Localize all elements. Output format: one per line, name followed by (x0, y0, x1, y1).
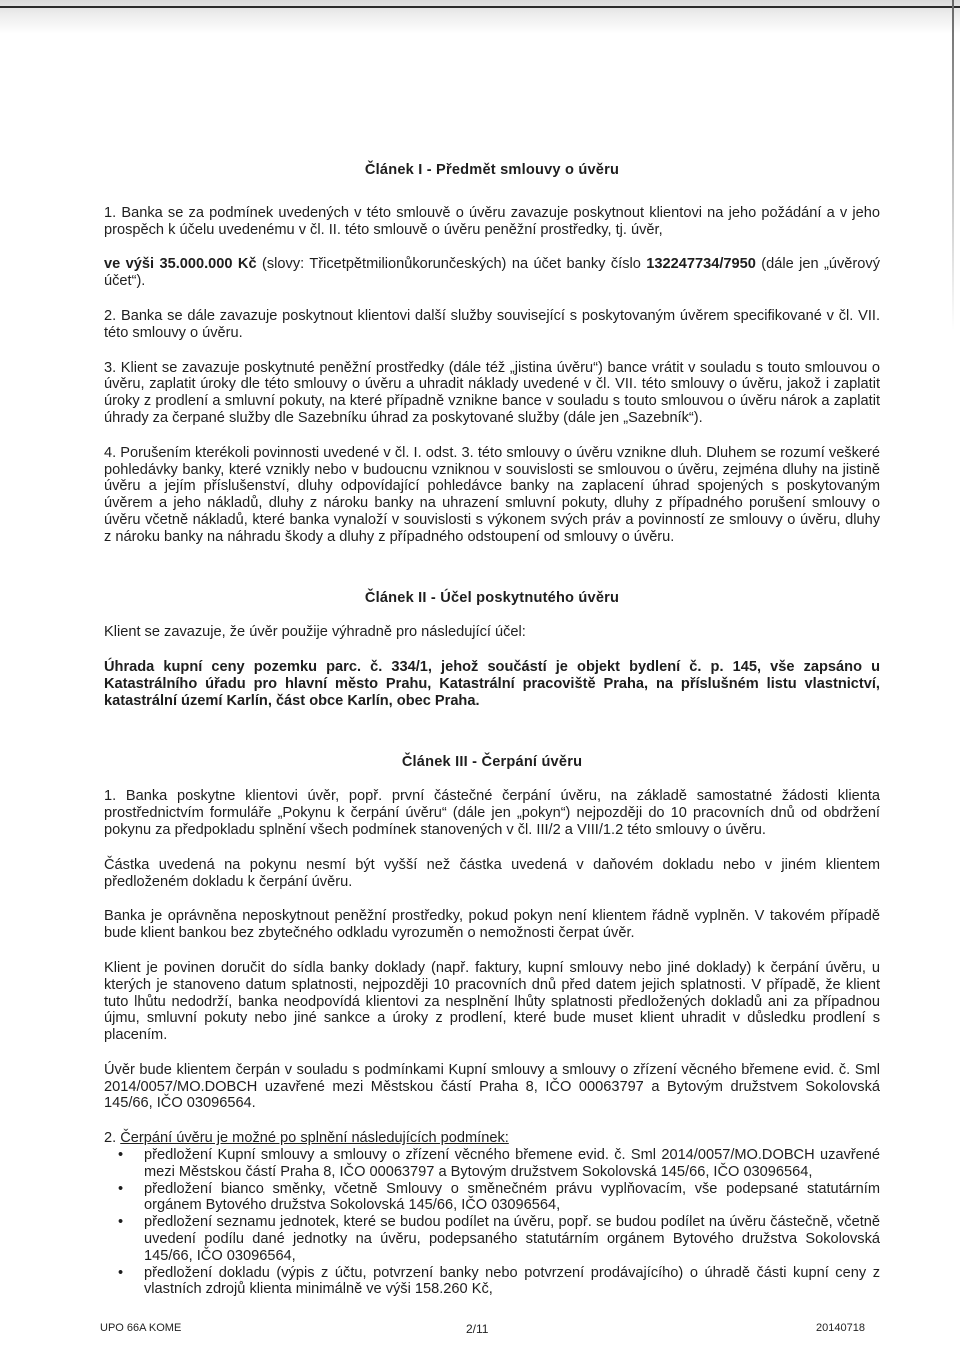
article-3-conditions-heading (104, 1130, 880, 1147)
article-1-heading: Článek I - Předmět smlouvy o úvěru (364, 162, 620, 178)
article-3-paragraph-2: Částka uvedená na pokynu nesmí být vyšší než částka uvedená v daňovém dokladu nebo v jiném klientem předloženém dokladu k čerpání úvěru. (104, 856, 880, 890)
article-1-paragraph-3: 2. Banka se dále zavazuje poskytnout klientovi další služby související s poskytovaným úvěrem specifikované v čl. VII. této smlouvy o úvěru. (104, 307, 880, 341)
conditions-list (104, 1147, 880, 1298)
article-3-paragraph-3: Banka je oprávněna neposkytnout peněžní prostředky, pokud pokyn není klientem řádně vyplněn. V takovém případě bude klient bankou bez zbytečného odkladu vyrozuměn o nemožnosti čerpat úvěr. (104, 908, 880, 942)
account-number: 132247734/7950 (646, 256, 756, 273)
loan-amount: ve výši 35.000.000 Kč (104, 256, 257, 273)
list-item: • předložení Kupní smlouvy a smlouvy o zřízení věcného břemene evid. č. Sml 2014/0057/MO.DOBCH uzavřené mezi Městskou částí Praha 8, IČO 00063797 a Bytovým družstvem Sokolovská 145/66, IČO 03096564, (144, 1147, 880, 1181)
footer-page-number: 2/11 (466, 1322, 489, 1336)
footer-date-code: 20140718 (816, 1322, 865, 1334)
article-1-paragraph-2 (104, 256, 880, 290)
article-1-paragraph-5: 4. Porušením kterékoli povinnosti uvedené v čl. I. odst. 3. této smlouvy o úvěru vznikne dluh. Dluhem se rozumí veškeré pohledávky banky, které vznikly nebo v budoucnu vzniknou v souvislosti se smlouvou o úvěru, zejména dluhy na jistině úvěru a jejím příslušenství, dluhy odpovídající pohledávce banky na zaplacení úhrad spojených s poskytovaným úvěrem a jeho nákladů, dluhy z nároku banky na uhrazení smluvní pokuty, dluhy z případného porušení smlouvy o úvěru včetně nákladů, které banka vynaloží v souvislosti s výkonem svých práv a povinností ze smlouvy o úvěru, dluhy z nároku banky na náhradu škody a dluhy z případného odstoupení od smlouvy o úvěru. (104, 444, 880, 545)
account-suffix: (dále jen „úvěrový účet“). (104, 256, 880, 290)
list-item: • předložení bianco směnky, včetně Smlouvy o směnečném právu vyplňovacím, vše podepsané statutárním orgánem Bytového družstva Sokolovská 145/66, IČO 03096564, (144, 1181, 880, 1215)
article-1-paragraph-4: 3. Klient se zavazuje poskytnuté peněžní prostředky (dále též „jistina úvěru“) bance vrátit v souladu s touto smlouvou o úvěru, zaplatit úroky dle této smlouvy o úvěru a uhradit náklady uvedené v čl. VII. této smlouvy o úvěru, jakož i zaplatit úroky z prodlení a smluvní pokuty, na které případně vznikne bance v souladu s touto smlouvou o úvěru nárok a zaplatit úhrady za čerpané služby dle Sazebníku úhrad za poskytované služby (dále jen „Sazebník“). (104, 359, 880, 426)
scan-top-edge (0, 6, 960, 8)
document-page (104, 162, 880, 1298)
article-3-paragraph-1: 1. Banka poskytne klientovi úvěr, popř. první částečné čerpání úvěru, na základě samostatné žádosti klienta prostřednictvím formuláře „Pokynu k čerpání úvěru“ (dále jen „pokyn“) nejpozději do 10 pracovních dnů od obdržení pokynu za předpokladu splnění všech podmínek stanovených v čl. III/2 a VIII/1.2 této smlouvy o úvěru. (104, 788, 880, 838)
scan-right-edge (952, 0, 954, 330)
article-2-paragraph-1: Klient se zavazuje, že úvěr použije výhradně pro následující účel: (104, 624, 526, 641)
article-3-paragraph-5: Úvěr bude klientem čerpán v souladu s podmínkami Kupní smlouvy a smlouvy o zřízení věcného břemene evid. č. Sml 2014/0057/MO.DOBCH uzavřené mezi Městskou částí Praha 8, IČO 00063797 a Bytovým družstvem Sokolovská 145/66, IČO 03096564. (104, 1061, 880, 1112)
loan-amount-words: (slovy: Třicetpětmilionůkorunčeských) na účet banky číslo (256, 256, 647, 273)
article-2-heading: Článek II - Účel poskytnutého úvěru (364, 589, 620, 606)
conditions-title: Čerpání úvěru je možné po splnění následujících podmínek: (120, 1130, 509, 1147)
article-2-purpose: Úhrada kupní ceny pozemku parc. č. 334/1, jehož součástí je objekt bydlení č. p. 145, vše zapsáno u Katastrálního úřadu pro hlavní město Prahu, Katastrální pracoviště Praha, na příslušném listu vlastnictví, katastrální území Karlín, část obce Karlín, obec Praha. (104, 659, 880, 709)
list-item: • předložení seznamu jednotek, které se budou podílet na úvěru, popř. se budou podílet na úvěru částečně, včetně uvedení podílu dané jednotky na úvěru, podepsaného statutárním orgánem Bytového družstva Sokolovská 145/66, IČO 03096564, (144, 1214, 880, 1264)
article-3-heading: Článek III - Čerpání úvěru (401, 753, 583, 770)
conditions-number: 2. (104, 1130, 121, 1147)
article-3-paragraph-4: Klient je povinen doručit do sídla banky doklady (např. faktury, kupní smlouvy nebo jiné doklady) k čerpání úvěru, u kterých je stanoveno datum splatnosti, nejpozději 10 pracovních dnů před datem jejich splatnosti. V případě, že klient tuto lhůtu nedodrží, banka neodpovídá klientovi za nesplnění lhůty splatnosti předložených dokladů ani za případnou újmu, smluvní pokuty nebo jiné sankce a úroky z prodlení, které bude muset klient uhradit v důsledku prodlení s placením. (104, 959, 880, 1044)
footer-document-code: UPO 66A KOME (100, 1322, 182, 1334)
list-item: • předložení dokladu (výpis z účtu, potvrzení banky nebo potvrzení prodávajícího) o úhradě části kupní ceny z vlastních zdrojů klienta minimálně ve výši 158.260 Kč, (144, 1265, 880, 1299)
article-1-paragraph-1: 1. Banka se za podmínek uvedených v této smlouvě o úvěru zavazuje poskytnout klientovi na jeho požádání a v jeho prospěch k účelu uvedenému v čl. II. této smlouvě o úvěru peněžní prostředky, tj. úvěr, (104, 204, 880, 238)
